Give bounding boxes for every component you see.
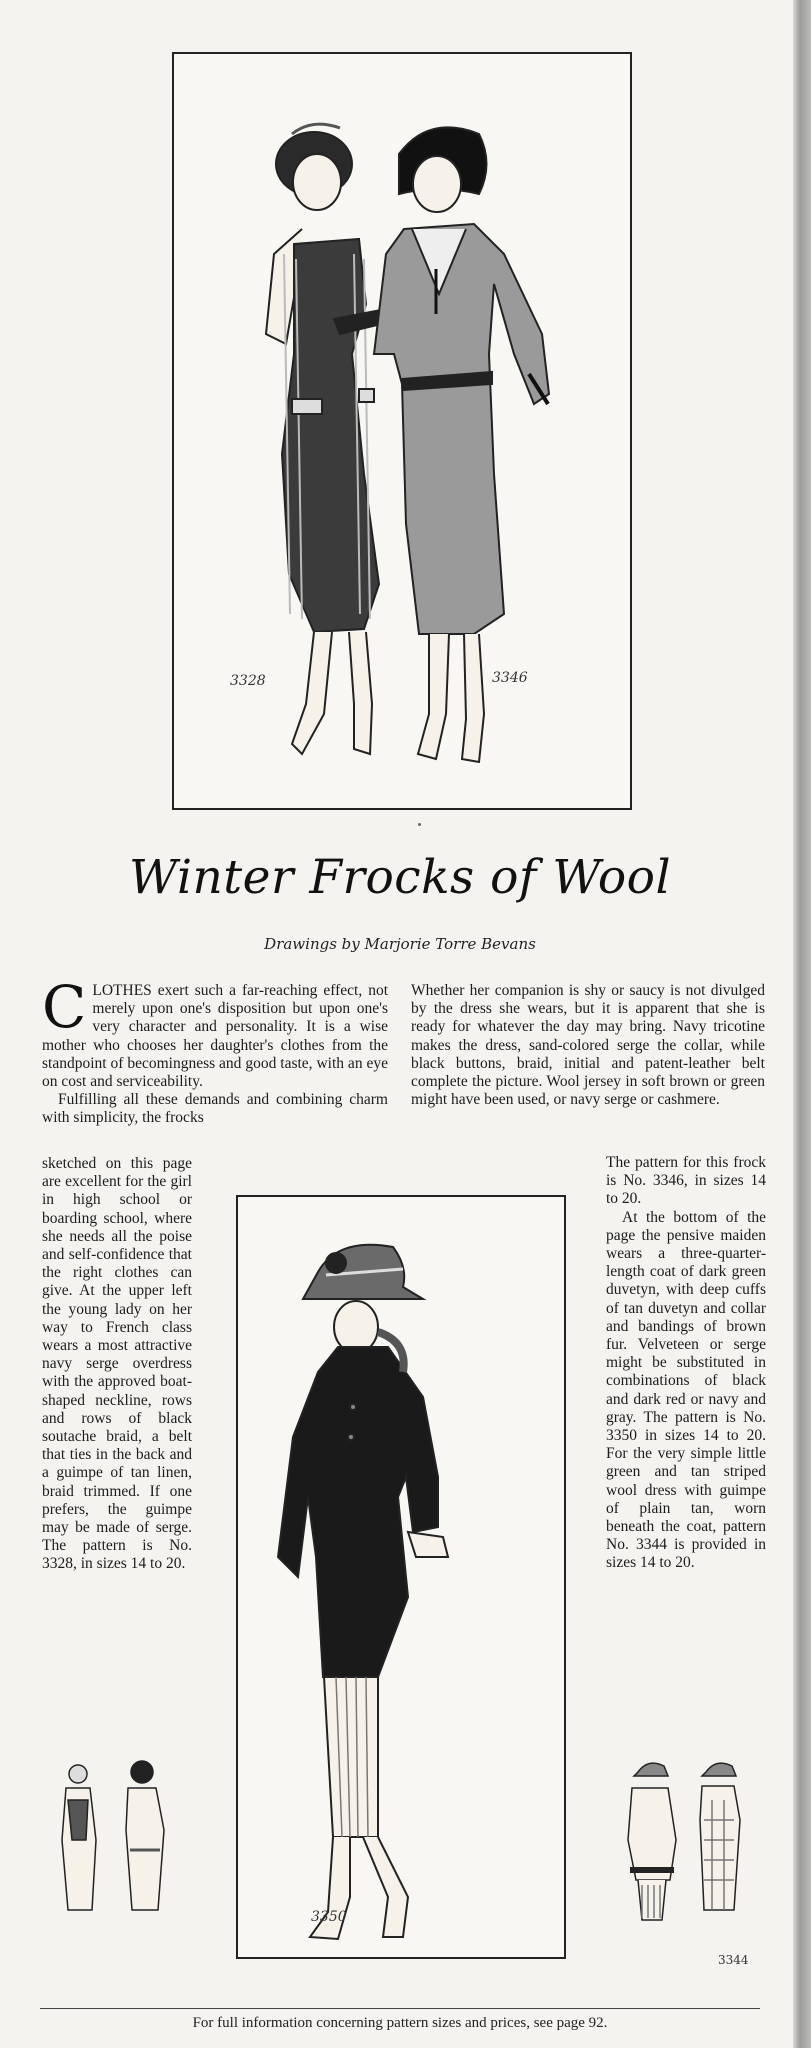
left-column-lower [42, 1155, 192, 1574]
back-view-sketches-right [620, 1760, 765, 1955]
ornament-dot [418, 823, 421, 826]
pattern-number-3328: 3328 [230, 673, 266, 689]
right-column-lower [606, 1154, 766, 1573]
pattern-number-3344: 3344 [718, 1953, 749, 1967]
paragraph-3-end: The pattern for this frock is No. 3346, in sizes 14 to 20. [606, 1154, 766, 1208]
footer-rule [40, 2008, 760, 2009]
paragraph-3: Whether her companion is shy or saucy is not divulged by the dress she wears, but it is apparent that she is ready for whatever the day may bring. Navy tricotine makes the dress, sand-colored serge the collar, while black buttons, braid, initial and patent-leather belt complete the picture. Wool jersey in soft brown or green might have been used, or navy serge or cashmere. [411, 982, 765, 1109]
bleed-through-text [629, 25, 802, 365]
paragraph-2-start: Fulfilling all these demands and combining charm with simplicity, the frocks [42, 1091, 388, 1127]
footer-note: For full information concerning pattern sizes and prices, see page 92. [192, 2015, 608, 2031]
pattern-number-3350: 3350 [311, 1909, 347, 1925]
center-illustration [236, 1195, 566, 1959]
paragraph-4: At the bottom of the page the pensive maiden wears a three-quarter-length coat of dark green duvetyn, with deep cuffs of tan duvetyn and collar and bandings of brown fur. Velveteen or serge might be substituted in combinations of black and dark red or navy and gray. The pattern is No. 3350 in sizes 14 to 20. For the very simple little green and tan striped wool dress with guimpe of plain tan, worn beneath the coat, pattern No. 3344 is provided in sizes 14 to 20. [606, 1208, 766, 1572]
article-byline: Drawings by Marjorie Torre Bevans [264, 935, 536, 953]
paragraph-1: LOTHES exert such a far-reaching effect, not merely upon one's disposition but upon one's very character and personality. It is a wise mother who chooses her daughter's clothes from the standpoint of becomingness and good taste, with an eye on cost and serviceability. [42, 982, 388, 1091]
article-title: Winter Frocks of Wool [128, 850, 671, 905]
paragraph-2-end: sketched on this page are excellent for the girl in high school or boarding school, where she needs all the poise and self-confidence that the right clothes can give. At the upper left the young lady on her way to French class wears a most attractive navy serge overdress with the approved boat-shaped neckline, rows and rows of black soutache braid, a belt that ties in the back and a guimpe of tan linen, braid trimmed. If one prefers, the guimpe may be made of serge. The pattern is No. 3328, in sizes 14 to 20. [42, 1155, 192, 1573]
two-girls-drawing [174, 54, 630, 808]
back-view-sketches-left [52, 1760, 182, 1955]
top-illustration [172, 52, 632, 810]
pattern-number-3346: 3346 [492, 670, 528, 686]
right-column-upper [411, 982, 765, 1109]
dropcap: C [42, 973, 87, 1041]
left-column-upper [42, 973, 388, 1128]
coat-girl-drawing [238, 1197, 564, 1957]
